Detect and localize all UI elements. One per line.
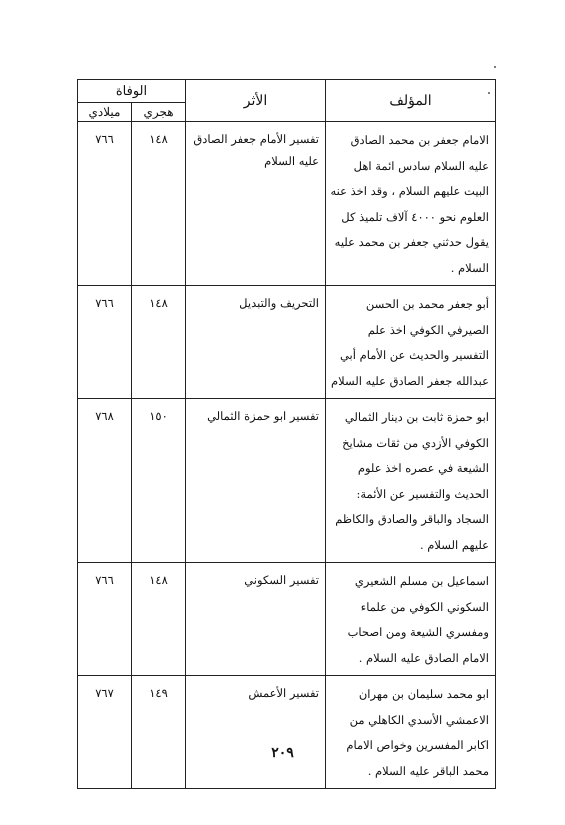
author-cell: ابو محمد سليمان بن مهران الاعمشي الأسدي الكاهلي من اكابر المفسرين وخواص الامام محمد الباقر عليه السلام . <box>326 676 496 789</box>
header-row <box>78 80 496 103</box>
gregorian-cell: ٧٦٦ <box>78 563 132 676</box>
hijri-cell: ١٤٩ <box>132 676 186 789</box>
work-cell: تفسير الأمام جعفر الصادق عليه السلام <box>186 122 326 286</box>
author-cell: الامام جعفر بن محمد الصادق عليه السلام سادس ائمة اهل البيت عليهم السلام ، وقد اخذ عنه العلوم نحو ٤٠٠٠ آلاف تلميذ كل يقول حدثني جعفر بن محمد عليه السلام . <box>326 122 496 286</box>
table-row <box>78 399 496 563</box>
work-cell: تفسير ابو حمزة الثمالي <box>186 399 326 563</box>
hijri-header: هجري <box>132 103 186 122</box>
commentators-table <box>77 79 496 789</box>
work-cell: التحريف والتبديل <box>186 286 326 399</box>
table-row <box>78 122 496 286</box>
gregorian-cell: ٧٦٦ <box>78 122 132 286</box>
author-cell: اسماعيل بن مسلم الشعيري السكوني الكوفي من علماء ومفسري الشيعة ومن اصحاب الامام الصادق عليه السلام . <box>326 563 496 676</box>
table-row <box>78 286 496 399</box>
work-cell: تفسير الأعمش <box>186 676 326 789</box>
page-number: ٢٠٩ <box>271 745 294 761</box>
hijri-cell: ١٤٨ <box>132 122 186 286</box>
speck <box>494 66 496 68</box>
work-header: الأثر <box>186 80 326 122</box>
work-cell: تفسير السكوني <box>186 563 326 676</box>
gregorian-cell: ٧٦٧ <box>78 676 132 789</box>
author-cell: ابو حمزة ثابت بن دينار الثمالي الكوفي الأزدي من ثقات مشايخ الشيعة في عصره اخذ علوم الحديث والتفسير عن الأئمة: السجاد والباقر والصادق والكاظم عليهم السلام . <box>326 399 496 563</box>
hijri-cell: ١٥٠ <box>132 399 186 563</box>
hijri-cell: ١٤٨ <box>132 563 186 676</box>
gregorian-header: ميلادي <box>78 103 132 122</box>
gregorian-cell: ٧٦٨ <box>78 399 132 563</box>
death-header: الوفاة <box>78 80 186 103</box>
table-row <box>78 563 496 676</box>
hijri-cell: ١٤٨ <box>132 286 186 399</box>
table-row <box>78 676 496 789</box>
author-cell: أبو جعفر محمد بن الحسن الصيرفي الكوفي اخذ علم التفسير والحديث عن الأمام أبي عبدالله جعفر الصادق عليه السلام <box>326 286 496 399</box>
author-header: المؤلف <box>326 80 496 122</box>
gregorian-cell: ٧٦٦ <box>78 286 132 399</box>
